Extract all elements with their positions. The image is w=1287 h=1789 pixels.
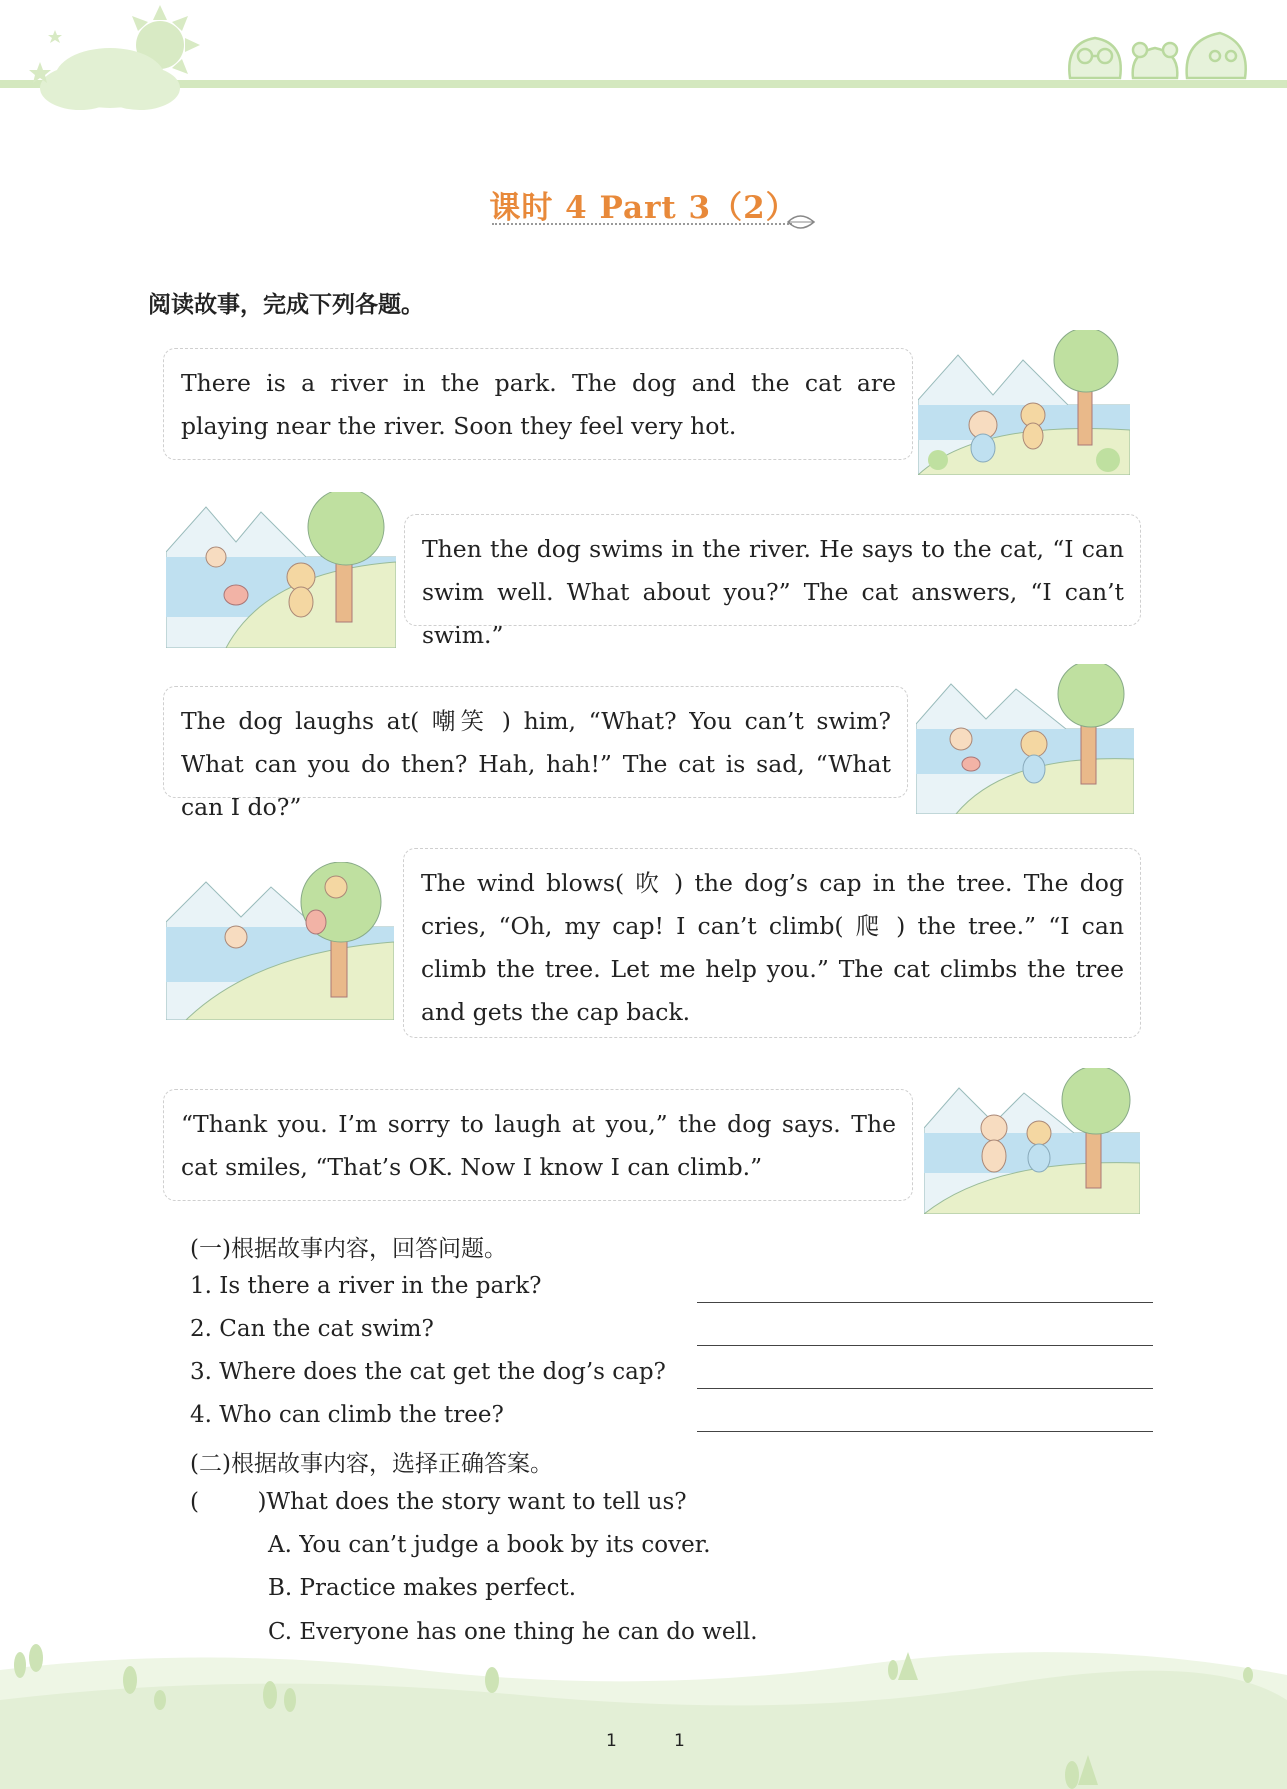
story-illustration-1	[918, 330, 1130, 475]
page-number-left: 1	[606, 1731, 617, 1751]
option-c: C. Everyone has one thing he can do well.	[268, 1619, 758, 1645]
page-title: 课时 4 Part 3（2）	[489, 190, 798, 226]
answer-line-4[interactable]	[697, 1431, 1153, 1432]
leaf-icon	[786, 212, 816, 232]
answer-line-3[interactable]	[697, 1388, 1153, 1389]
story-paragraph-2: Then the dog swims in the river. He says to the cat, “I can swim well. What about you?” The cat answers, “I can’t swim.”	[404, 514, 1141, 626]
story-illustration-3	[916, 664, 1134, 814]
part-two-heading: (二)根据故事内容，选择正确答案。	[190, 1451, 553, 1477]
question-4: 4. Who can climb the tree?	[190, 1402, 504, 1428]
option-b: B. Practice makes perfect.	[268, 1575, 577, 1601]
reading-instruction: 阅读故事，完成下列各题。	[148, 292, 424, 318]
choice-question[interactable]: ( )What does the story want to tell us?	[190, 1489, 687, 1515]
story-illustration-4	[166, 862, 394, 1020]
story-paragraph-1: There is a river in the park. The dog and the cat are playing near the river. Soon they feel very hot.	[163, 348, 913, 460]
answer-line-2[interactable]	[697, 1345, 1153, 1346]
question-2: 2. Can the cat swim?	[190, 1316, 434, 1342]
question-1: 1. Is there a river in the park?	[190, 1273, 542, 1299]
story-paragraph-4: The wind blows( 吹 ) the dog’s cap in the tree. The dog cries, “Oh, my cap! I can’t climb( 爬 ) the tree.” “I can climb the tree. Let me help you.” The cat climbs the tree and gets the cap back.	[403, 848, 1141, 1038]
story-illustration-5	[924, 1068, 1140, 1214]
option-a: A. You can’t judge a book by its cover.	[268, 1532, 711, 1558]
story-illustration-2	[166, 492, 396, 648]
animal-friends-icon	[1055, 18, 1260, 88]
question-3: 3. Where does the cat get the dog’s cap?	[190, 1359, 666, 1385]
part-one-heading: (一)根据故事内容，回答问题。	[190, 1236, 507, 1262]
story-paragraph-3: The dog laughs at( 嘲笑 ) him, “What? You can’t swim? What can you do then? Hah, hah!” The cat is sad, “What can I do?”	[163, 686, 908, 798]
sun-cloud-icon	[10, 0, 210, 115]
title-underline	[492, 223, 792, 225]
story-paragraph-5: “Thank you. I’m sorry to laugh at you,” the dog says. The cat smiles, “That’s OK. Now I know I can climb.”	[163, 1089, 913, 1201]
answer-line-1[interactable]	[697, 1302, 1153, 1303]
page-number-right: 1	[674, 1731, 685, 1751]
footer-hills	[0, 1640, 1287, 1789]
